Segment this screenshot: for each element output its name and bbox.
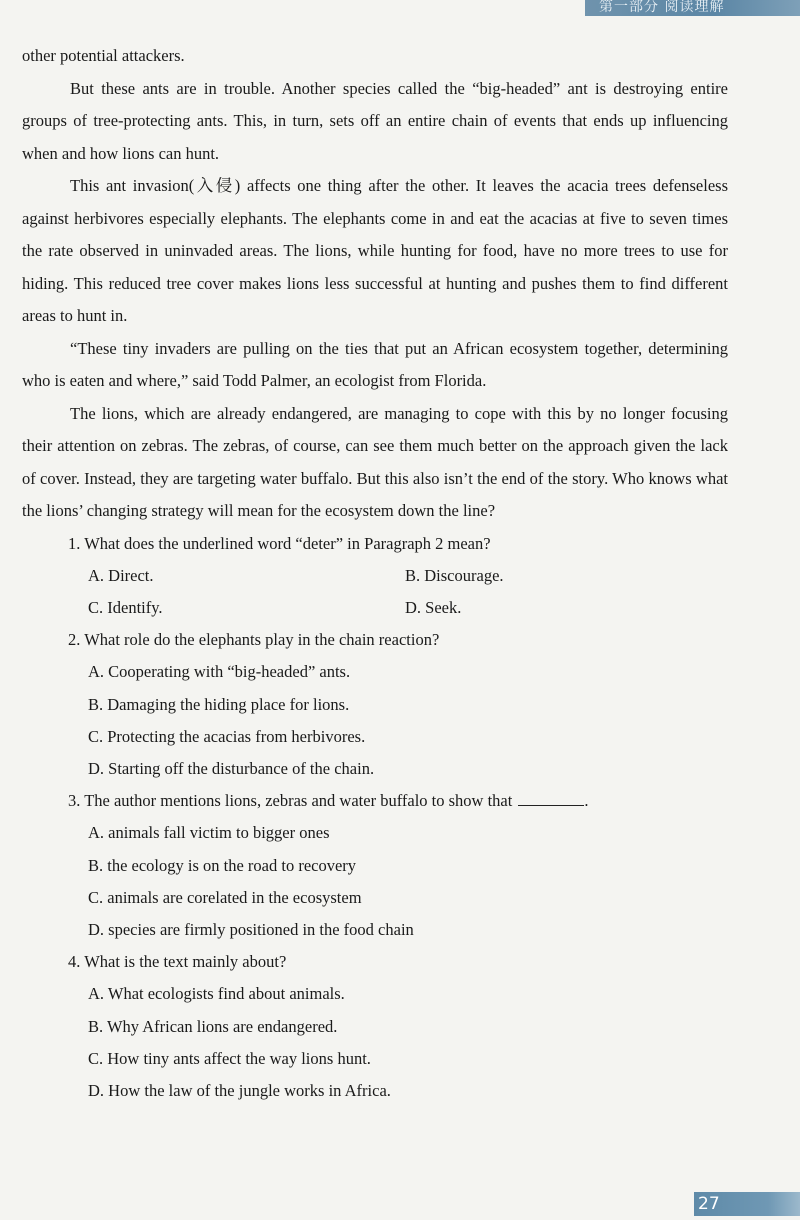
answer-option: A. Cooperating with “big-headed” ants. <box>88 662 351 682</box>
question-stem-text: 1. What does the underlined word “deter” in Paragraph 2 mean? <box>68 533 491 553</box>
answer-option: D. Starting off the disturbance of the chain. <box>88 758 375 778</box>
reading-passage <box>22 40 728 528</box>
answer-option: D. Seek. <box>405 597 462 617</box>
page-number: 27 <box>698 1194 720 1214</box>
passage-paragraph: This ant invasion(入侵) affects one thing after the other. It leaves the acacia trees defenseless against herbivores especially elephants. The elephants come in and eat the acacias at five to seven times the rate observed in uninvaded areas. The lions, while hunting for food, have no more trees to use for hiding. This reduced tree cover makes lions less successful at hunting and pushes them to find different areas to hunt in. <box>22 176 728 325</box>
answer-option: D. species are firmly positioned in the food chain <box>88 919 414 939</box>
question-stem-suffix: . <box>584 791 589 811</box>
question-2 <box>22 624 728 785</box>
question-stem-text: 4. What is the text mainly about? <box>68 952 287 972</box>
answer-option: A. What ecologists find about animals. <box>88 984 345 1004</box>
question-4 <box>22 946 728 1107</box>
question-stem <box>22 624 728 656</box>
question-set <box>22 528 728 1108</box>
answer-options <box>22 560 728 624</box>
answer-option: B. Damaging the hiding place for lions. <box>88 694 350 714</box>
passage-paragraph: other potential attackers. <box>22 46 185 65</box>
passage-paragraph: But these ants are in trouble. Another species called the “big-headed” ant is destroying entire groups of tree-protecting ants. This, in turn, sets off an entire chain of events that ends up influencing when and how lions can hunt. <box>22 78 728 163</box>
answer-option: B. Why African lions are endangered. <box>88 1016 338 1036</box>
question-stem-text: 3. The author mentions lions, zebras and water buffalo to show that <box>68 791 513 811</box>
passage-paragraph: “These tiny invaders are pulling on the ties that put an African ecosystem together, determining who is eaten and where,” said Todd Palmer, an ecologist from Florida. <box>22 338 728 390</box>
question-stem <box>22 785 728 817</box>
question-3 <box>22 785 728 946</box>
question-1 <box>22 528 728 625</box>
question-stem <box>22 528 728 560</box>
answer-option: C. How tiny ants affect the way lions hunt. <box>88 1048 371 1068</box>
answer-option: A. Direct. <box>88 565 154 585</box>
answer-option: B. Discourage. <box>405 565 504 585</box>
answer-option: D. How the law of the jungle works in Africa. <box>88 1080 391 1100</box>
answer-options <box>22 656 728 785</box>
section-header-band <box>585 0 800 16</box>
answer-option: B. the ecology is on the road to recovery <box>88 855 357 875</box>
document-page <box>22 40 728 1107</box>
answer-option: C. animals are corelated in the ecosystem <box>88 887 362 907</box>
question-stem-text: 2. What role do the elephants play in the chain reaction? <box>68 630 440 650</box>
answer-option: C. Identify. <box>88 597 163 617</box>
answer-options <box>22 817 728 946</box>
page-number-tab <box>694 1192 800 1216</box>
section-label: 第一部分 阅读理解 <box>599 0 725 15</box>
question-stem <box>22 946 728 978</box>
passage-paragraph: The lions, which are already endangered, are managing to cope with this by no longer focusing their attention on zebras. The zebras, of course, can see them much better on the approach given the lack of cover. Instead, they are targeting water buffalo. But this also isn’t the end of the story. Who knows what the lions’ changing strategy will mean for the ecosystem down the line? <box>22 403 728 520</box>
answer-option: A. animals fall victim to bigger ones <box>88 823 330 843</box>
answer-options <box>22 978 728 1107</box>
answer-option: C. Protecting the acacias from herbivores. <box>88 726 366 746</box>
answer-blank <box>518 791 584 806</box>
